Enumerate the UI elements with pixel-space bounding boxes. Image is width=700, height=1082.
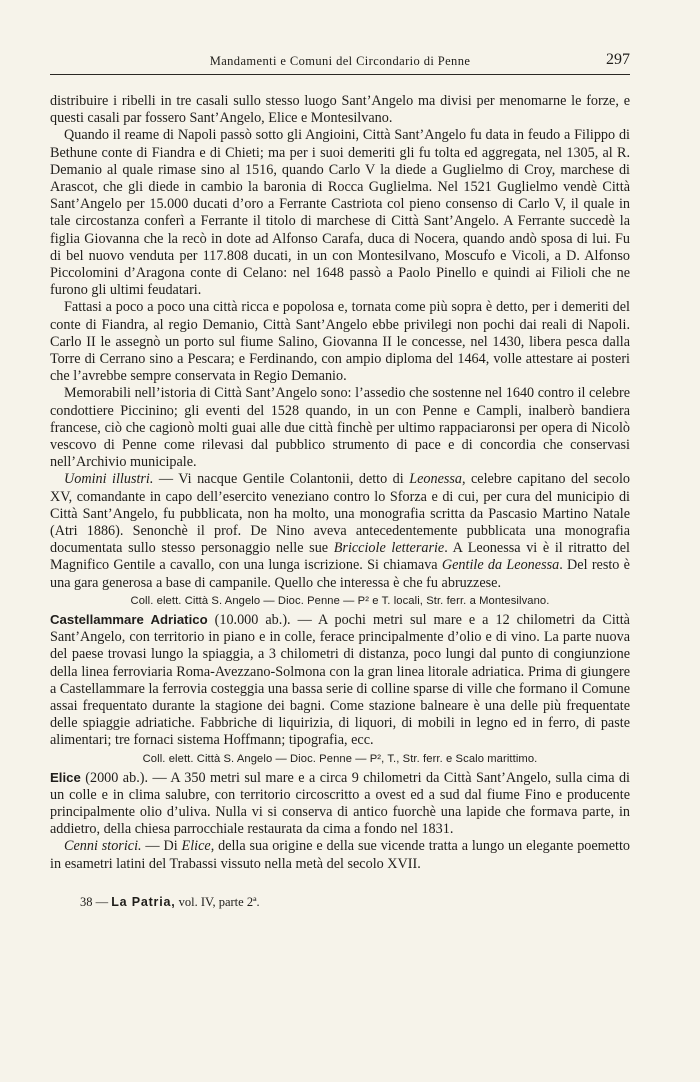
paragraph: Memorabili nell’istoria di Città Sant’Angelo sono: l’assedio che sostenne nel 1640 contro il celebre condottiere Piccinino; gli eventi del 1528 quando, in un con Penne e Campli, inalberò bandiera francese, ciò che cagionò molti guai alle due città finchè per ultimo rappaciaronsi per opera di Nicolò vescovo di Penne come rilevasi dal pubblico strumento di pace e di concordia che conservasi nell’Archivio municipale. xyxy=(50,385,630,471)
text-run: , celebre capitano del secolo XV, comandante in capo dell’esercito veneziano contro lo Sforza e di cui, per cura del municipio di Città Sant’Angelo, fu pubblicata, non ha molto, una monografia scritta da Pascasio Martino Natale (Atri 1886). Senonchè il prof. De Nino aveva antecedentemente pubblicata una monografia documentata sullo stesso personaggio nelle sue xyxy=(50,471,630,557)
note-line: Coll. elett. Città S. Angelo — Dioc. Penne — P², T., Str. ferr. e Scalo marittimo. xyxy=(142,752,538,765)
page-footer xyxy=(50,895,630,910)
paragraph: distribuire i ribelli in tre casali sullo stesso luogo Sant’Angelo ma divisi per menomarne le forze, e questi casali par fossero Sant’Angelo, Elice e Montesilvano. xyxy=(50,93,630,127)
sheet-number: 38 — xyxy=(80,894,112,909)
note-line: Coll. elett. Città S. Angelo — Dioc. Penne — P² e T. locali, Str. ferr. a Montesilvano. xyxy=(130,594,550,607)
paragraph-cenni-storici xyxy=(50,838,630,872)
paragraph: Quando il reame di Napoli passò sotto gli Angioini, Città Sant’Angelo fu data in feudo a Filippo di Bethune conte di Fiandra e di Chieti; ma per i suoi demeriti gli fu tolta ed aggregata, nel 1305, al R. Demanio al quale rimase sino al 1516, quando Carlo V la diede a Guglielmo di Croy, marchese di Arascot, che gli diede in cambio la baronia di Rocca Guglielma. Nel 1521 Guglielmo vendè Città Sant’Angelo per 15.000 ducati d’oro a Ferrante Castriota col pieno consenso di Carlo V, il quale in tale circostanza conferì a Ferrante il titolo di marchese di Città Sant’Angelo. A Ferrante succedè la figlia Giovanna che la recò in dote ad Alfonso Carafa, duca di Nocera, quando andò sposa di lui. Fu di bel nuovo venduta per 117.808 ducati, in un con Montesilvano, Moscufo e Vicoli, a D. Alfonso Piccolomini d’Aragona conte di Celano: nel 1648 passò a Paolo Pinello e quindi ai Filioli che ne furono gli ultimi feudatari. xyxy=(50,127,630,299)
italic-run: Leonessa xyxy=(409,471,462,488)
paragraph: Fattasi a poco a poco una città ricca e popolosa e, tornata come più sopra è detto, per i demeriti del conte di Fiandra, al regio Demanio, Città Sant’Angelo ebbe privilegi non pochi dai reali di Napoli. Carlo II le assegnò un porto sul fiume Salino, Giovanna II le concesse, nel 1430, libera pesca dalla Torre di Cerrano sino a Pescara; e Ferdinando, con ampio diploma del 1464, volle attestare ai posteri che l’avrebbe sempre conservata in Regio Demanio. xyxy=(50,299,630,385)
section-label: Uomini illustri. xyxy=(64,471,154,488)
running-header xyxy=(50,50,630,75)
section-label: Cenni storici. xyxy=(64,838,142,855)
entry-castellammare xyxy=(50,611,630,750)
entry-heading: Elice xyxy=(50,769,81,785)
entry-text: (10.000 ab.). — A pochi metri sul mare e a 12 chilometri da Città Sant’Angelo, con territorio in piano e in colle, ferace principalmente d’olio e di vino. La parte nuova del paese trovasi lungo la spiaggia, a 3 chilometri di distanza, poco lungi dal punto di congiunzione della linea ferroviaria Roma-Avezzano-Solmona con la gran linea litorale adriatica. Prima di giungere a Castellammare la ferrovia costeggia una bassa serie di colline sparse di ville che formano il Comune assai frequentato durante la stagione dei bagni. Come stazione balneare è una delle più frequentate delle spiaggie adriatiche. Fabbriche di liquirizia, di liquori, di mobili in legno ed in ferro, di paste alimentari; tre fornaci sistema Hoffmann; tipografia, ecc. xyxy=(50,611,630,749)
paragraph-uomini-illustri xyxy=(50,471,630,591)
entry-text: (2000 ab.). — A 350 metri sul mare e a circa 9 chilometri da Città Sant’Angelo, sulla cima di un colle e in clima salubre, con territorio circoscritto a ovest ed a sud dal fiume Fino e producente principalmente olio d’uliva. Nulla vi si conserva di antico fuorchè una lapide che formava parte, in addietro, della chiesa parrocchiale restaurata da cima a fondo nel 1831. xyxy=(50,769,630,838)
text-run: . A Leonessa vi è il ritratto del Magnifico Gentile a cavallo, con una lunga iscrizione. Si chiamava xyxy=(50,540,630,574)
text-run: — Vi nacque Gentile Colantonii, detto di xyxy=(153,471,410,488)
running-title: Mandamenti e Comuni del Circondario di Penne xyxy=(209,54,471,68)
entry-heading: Castellammare Adriatico xyxy=(50,611,208,627)
italic-run: Bricciole letterarie xyxy=(333,540,445,557)
page-number: 297 xyxy=(606,51,630,68)
page xyxy=(50,50,630,910)
body-text xyxy=(50,93,630,873)
text-run: . Del resto è una gara generosa a base di campanile. Quello che interessa è che fu abruzzese. xyxy=(50,557,630,591)
italic-run: Gentile da Leonessa xyxy=(441,557,560,574)
volume-info: vol. IV, parte 2ª. xyxy=(175,894,260,909)
text-run: , della sua origine e della sue vicende tratta a lungo un elegante poemetto in esametri latini del Trabassi vissuto nella metà del secolo XVII. xyxy=(50,838,630,872)
italic-run: Elice xyxy=(181,838,211,855)
text-run: — Di xyxy=(141,838,182,855)
publication-title: La Patria, xyxy=(111,894,176,909)
entry-elice xyxy=(50,769,630,839)
